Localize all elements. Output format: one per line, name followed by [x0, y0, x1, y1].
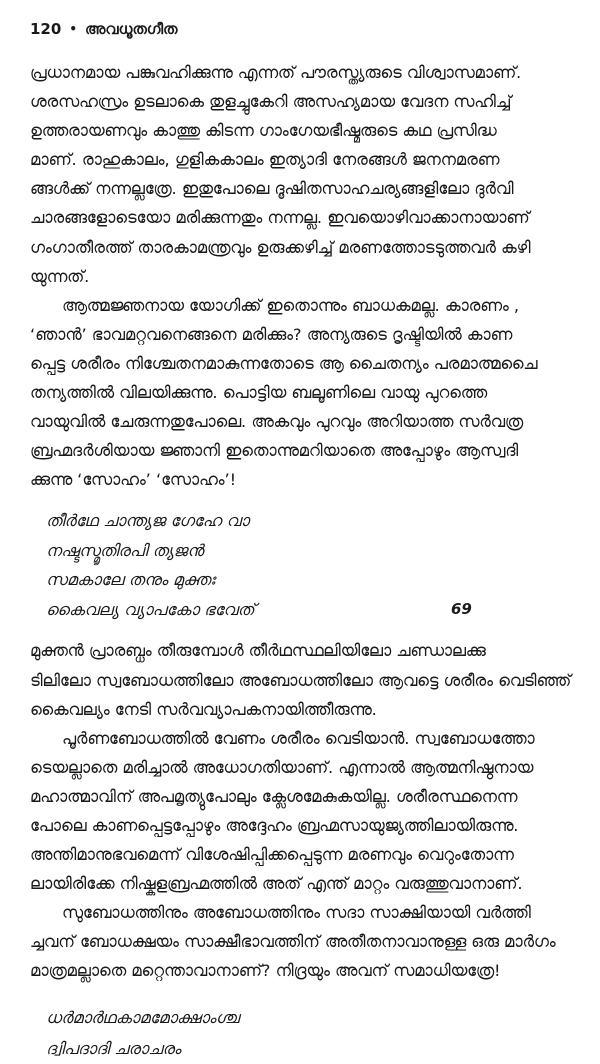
text-line: ‘ഞാൻ’ ഭാവമറ്റവനെങ്ങനെ മരിക്കും? അന്യരുടെ ദൃഷ്ടിയിൽ കാണ [30, 324, 513, 344]
text-line: ബ്രഹ്മദർശിയായ ജ്ഞാനി ഇതൊന്നുമറിയാതെ അപ്പോഴും ആസ്വദി [30, 441, 519, 461]
verse-line: നഷ്ടസ്മൃതിരപി ത്യജൻ [46, 540, 204, 560]
text-line: ഉത്തരായണവും കാത്തു കിടന്ന ഗാംഗേയഭീഷ്മരുടെ കഥ പ്രസിദ്ധ [30, 121, 497, 141]
paragraph-4 [30, 724, 574, 899]
text-line: യുന്നത്. [30, 266, 90, 286]
body-text [30, 58, 574, 1064]
text-line: അന്തിമാനുഭവമെന്ന് വിശേഷിപ്പിക്കപ്പെടുന്ന മരണവും വെറുംതോന്ന [30, 845, 514, 865]
verse-number: 69 [451, 599, 472, 618]
text-line: വായുവിൽ ചേരുന്നതുപോലെ. അകവും പുറവും അറിയാത്ത സർവത്ര [30, 412, 523, 432]
page-header [30, 14, 574, 44]
text-line: മാണ്. രാഹുകാലം, ഗുളികകാലം ഇത്യാദി നേരങ്ങൾ ജനനമരണ [30, 150, 500, 170]
text-line: ആത്മജ്ഞനായ യോഗിക്ക് ഇതൊന്നും ബാധകമല്ല. കാരണം , [62, 295, 520, 315]
text-line: തന്യത്തിൽ വിലയിക്കുന്നു. പൊട്ടിയ ബലൂണിലെ വായു പുറത്തെ [30, 383, 487, 403]
verse-69 [46, 506, 574, 624]
verse-line: കൈവല്യ വ്യാപകോ ഭവേത് [46, 599, 255, 619]
text-line: മാത്രമല്ലാതെ മറ്റെന്താവാനാണ്? നിദ്രയും അവന് സമാധിയത്രേ! [30, 961, 501, 981]
verse-line: ധർമാർഥകാമമോക്ഷാംശ്ച [46, 1007, 240, 1027]
text-line: ചാരങ്ങളോടെയോ മരിക്കുന്നതും നന്നല്ല. ഇവയൊഴിവാക്കാനായാണ് [30, 208, 530, 228]
text-line: മുക്തൻ പ്രാരബ്ധം തീരുമ്പോൾ തീർഥസ്ഥലിയിലോ ചണ്ഡാലക്കു [30, 641, 486, 661]
text-line: കൈവല്യം നേടി സർവവ്യാപകനായിത്തീരുന്നു. [30, 699, 377, 719]
text-line: സുബോധത്തിനും അബോധത്തിനും സദാ സാക്ഷിയായി വർത്തി [62, 903, 531, 923]
text-line: ച്ചവന് ബോധക്ഷയം സാക്ഷീഭാവത്തിന് അതീതനാവാനുള്ള ഒരു മാർഗം [30, 932, 556, 952]
text-line: ലായിരിക്കേ നിഷ്കളബ്രഹ്മത്തിൽ അത് എന്ത് മാറ്റം വരുത്തുവാനാണ്. [30, 874, 523, 894]
text-line: ഗംഗാതീരത്ത് താരകാമന്ത്രവും ഉരുക്കഴിച്ച് മരണത്തോടടുത്തവർ കഴി [30, 237, 531, 257]
text-line: ടെയല്ലാതെ മരിച്ചാൽ അധോഗതിയാണ്. എന്നാൽ ആത്മനിഷ്ഠനായ [30, 757, 534, 777]
text-line: പ്രധാനമായ പങ്കുവഹിക്കുന്നു എന്നത് പൗരസ്ത്യരുടെ വിശ്വാസമാണ്. [30, 63, 522, 82]
text-line: ക്കുന്നു ‘സോഹം’ ‘സോഹം’! [30, 470, 237, 490]
text-line: പൂർണബോധത്തിൽ വേണം ശരീരം വെടിയാൻ. സ്വബോധത്തോ [62, 728, 535, 748]
verse-line: തീർഥേ ചാന്ത്യജ ഗേഹേ വാ [46, 511, 249, 531]
paragraph-1 [30, 58, 574, 291]
header-bullet: • [69, 22, 77, 36]
paragraph-5 [30, 898, 574, 985]
paragraph-2 [30, 291, 574, 495]
text-line: ശരസഹസ്രം ഉടലാകെ തുളച്ചുകേറി അസഹ്യമായ വേദന സഹിച്ച് [30, 92, 512, 112]
paragraph-3 [30, 636, 574, 723]
page-number: 120 [30, 20, 62, 38]
verse-line: ദ്വിപദാദി ചരാചരം [46, 1038, 181, 1058]
text-line: ങ്ങൾക്ക് നന്നല്ലത്രേ. ഇതുപോലെ ദൂഷിതസാഹചര്യങ്ങളിലോ ദുർവി [30, 179, 514, 199]
text-line: പ്പെട്ട ശരീരം നിശ്ചേതനമാകുന്നതോടെ ആ ചൈതന്യം പരമാത്മചൈ [30, 353, 538, 373]
verse-line: സമകാലേ തനും മുക്തഃ [46, 570, 215, 590]
book-title: അവധൂതഗീത [84, 20, 178, 38]
verse-line-last [46, 595, 574, 625]
text-line: പോലെ കാണപ്പെട്ടപ്പോഴും അദ്ദേഹം ബ്രഹ്മസായുജ്യത്തിലായിരുന്നു. [30, 815, 519, 835]
text-line: ടിലിലോ സ്വബോധത്തിലോ അബോധത്തിലോ ആവട്ടെ ശരീരം വെടിഞ്ഞ് [30, 670, 571, 690]
verse-next [46, 1002, 574, 1064]
text-line: മഹാത്മാവിന് അപമൃത്യുപോലും ക്ലേശമേകുകയില്ല. ശരീരസ്ഥനെന്ന [30, 786, 518, 806]
